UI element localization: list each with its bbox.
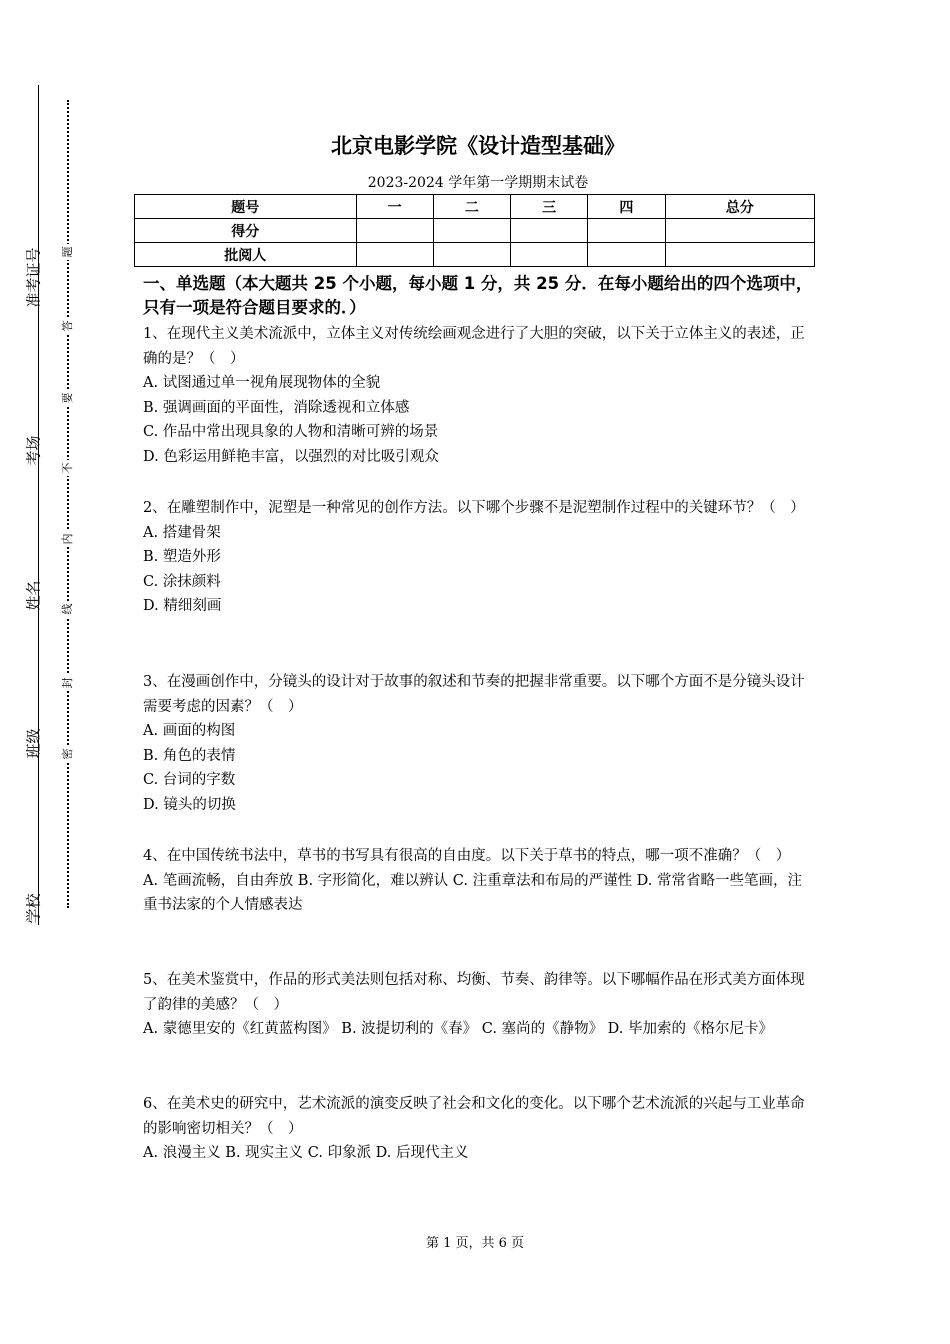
- seal-dotted-line: [67, 100, 69, 908]
- score-cell[interactable]: [511, 243, 588, 267]
- question-stem: 3、在漫画创作中，分镜头的设计对于故事的叙述和节奏的把握非常重要。以下哪个方面不是分镜头设计需要考虑的因素？（ ）: [143, 674, 805, 715]
- question-stem: 1、在现代主义美术流派中，立体主义对传统绘画观念进行了大胆的突破，以下关于立体主义的表述，正确的是？（ ）: [143, 326, 805, 367]
- label-name: 姓名: [24, 580, 43, 611]
- option-d: D. 色彩运用鲜艳丰富，以强烈的对比吸引观众: [143, 448, 439, 465]
- score-header-cell: 一: [356, 195, 433, 219]
- question-stem: 5、在美术鉴赏中，作品的形式美法则包括对称、均衡、节奏、韵律等。以下哪幅作品在形式美方面体现了韵律的美感？（ ）: [143, 972, 805, 1013]
- seal-char: 不: [60, 460, 76, 476]
- option-b: B. 角色的表情: [143, 747, 236, 764]
- score-table-row: [135, 219, 815, 243]
- score-row-label: 批阅人: [135, 243, 357, 267]
- score-header-cell: 三: [511, 195, 588, 219]
- score-cell[interactable]: [433, 243, 510, 267]
- score-cell[interactable]: [665, 243, 814, 267]
- score-cell[interactable]: [511, 219, 588, 243]
- seal-char: 题: [60, 244, 76, 260]
- question-5: [143, 968, 813, 1042]
- option-b: B. 塑造外形: [143, 549, 221, 565]
- option-a: A. 搭建骨架: [143, 524, 221, 541]
- option-d: D. 镜头的切换: [143, 796, 236, 813]
- option-c: C. 涂抹颜料: [143, 573, 221, 590]
- question-options: A. 笔画流畅，自由奔放 B. 字形简化，难以辨认 C. 注重章法和布局的严谨性 D. 常常省略一些笔画，注重书法家的个人情感表达: [143, 872, 803, 913]
- label-class: 班级: [24, 728, 43, 759]
- question-1: [143, 322, 813, 469]
- option-c: C. 台词的字数: [143, 772, 236, 788]
- option-c: C. 作品中常出现具象的人物和清晰可辨的场景: [143, 424, 439, 440]
- seal-char: 要: [60, 390, 76, 406]
- score-cell[interactable]: [588, 243, 665, 267]
- score-header-cell: 总分: [665, 195, 814, 219]
- binding-strip: [0, 0, 90, 1344]
- score-table-header-row: [135, 195, 815, 219]
- question-6: [143, 1092, 813, 1166]
- score-header-cell: 四: [588, 195, 665, 219]
- score-cell[interactable]: [356, 243, 433, 267]
- score-header-cell: 二: [433, 195, 510, 219]
- score-cell[interactable]: [356, 219, 433, 243]
- label-exam-number: 准考证号: [24, 247, 43, 308]
- question-options: A. 蒙德里安的《红黄蓝构图》 B. 波提切利的《春》 C. 塞尚的《静物》 D. 毕加索的《格尔尼卡》: [143, 1021, 774, 1037]
- score-cell[interactable]: [665, 219, 814, 243]
- question-2: [143, 496, 813, 619]
- question-stem: 6、在美术史的研究中，艺术流派的演变反映了社会和文化的变化。以下哪个艺术流派的兴起与工业革命的影响密切相关？（ ）: [143, 1096, 805, 1137]
- question-options: A. 浪漫主义 B. 现实主义 C. 印象派 D. 后现代主义: [143, 1145, 469, 1161]
- score-header-cell: 题号: [135, 195, 357, 219]
- question-stem: 2、在雕塑制作中，泥塑是一种常见的创作方法。以下哪个步骤不是泥塑制作过程中的关键环节？（ ）: [143, 500, 805, 516]
- seal-char: 线: [60, 601, 76, 617]
- seal-char: 答: [60, 318, 76, 334]
- score-table-row: [135, 243, 815, 267]
- score-cell[interactable]: [588, 219, 665, 243]
- seal-char: 封: [60, 675, 76, 691]
- label-exam-room: 考场: [24, 435, 43, 466]
- page-footer: 第 1 页，共 6 页: [425, 1236, 525, 1251]
- question-3: [143, 670, 813, 817]
- label-school: 学校: [24, 893, 43, 924]
- option-a: A. 画面的构图: [143, 723, 236, 739]
- option-b: B. 强调画面的平面性，消除透视和立体感: [143, 399, 410, 416]
- section-heading: 一、单选题（本大题共 25 个小题，每小题 1 分，共 25 分．在每小题给出的四个选项中，只有一项是符合题目要求的．）: [143, 274, 813, 317]
- score-row-label: 得分: [135, 219, 357, 243]
- page-subtitle: 2023-2024 学年第一学期期末试卷: [367, 175, 589, 191]
- question-stem: 4、在中国传统书法中，草书的书写具有很高的自由度。以下关于草书的特点，哪一项不准确？（ ）: [143, 848, 791, 864]
- binding-line: [38, 85, 39, 925]
- page-title: 北京电影学院《设计造型基础》: [331, 134, 625, 158]
- seal-char: 内: [60, 531, 76, 547]
- option-d: D. 精细刻画: [143, 598, 222, 614]
- score-table: [134, 194, 815, 267]
- option-a: A. 试图通过单一视角展现物体的全貌: [143, 375, 381, 391]
- question-4: [143, 844, 813, 918]
- score-cell[interactable]: [433, 219, 510, 243]
- seal-char: 密: [60, 746, 76, 762]
